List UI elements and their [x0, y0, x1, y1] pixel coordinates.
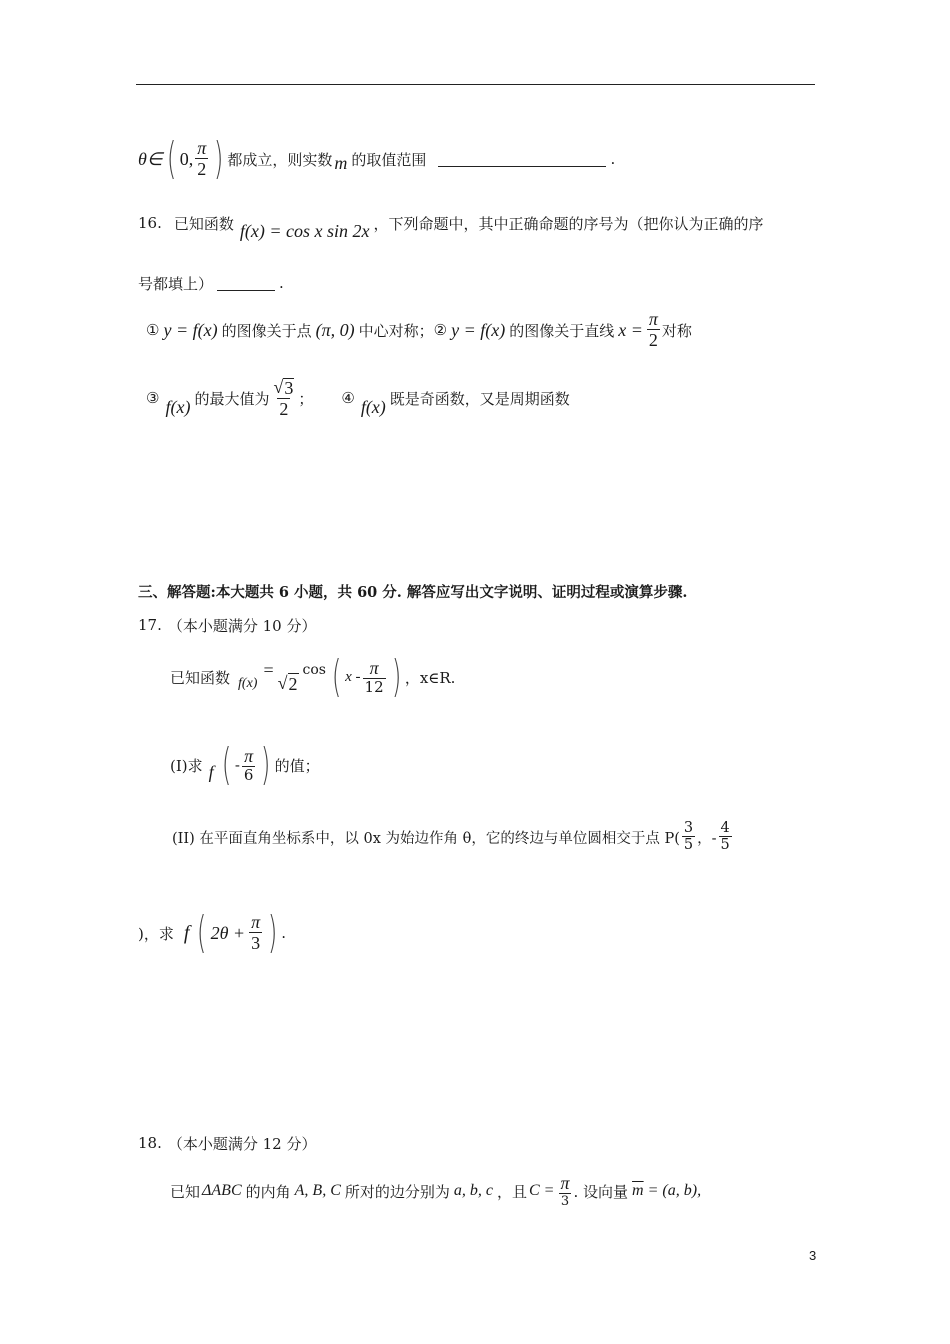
q18-text2: 的内角: [245, 1182, 291, 1201]
q17-number: 17.: [138, 616, 162, 634]
q17-part1-label: (I)求: [170, 756, 203, 775]
frac-num: π: [560, 1172, 570, 1193]
frac-num: 4: [720, 819, 730, 836]
q18-statement: [170, 1168, 701, 1214]
right-paren: ): [391, 651, 401, 702]
q15-end: .: [610, 150, 616, 168]
pi-over-2: [195, 139, 208, 179]
frac-den: 2: [648, 330, 658, 350]
q18-text3: 所对的边分别为: [344, 1182, 450, 1201]
opt2-expr: y = f(x): [451, 319, 506, 340]
frac-den: 2: [197, 159, 207, 179]
q17-part1-f: f: [208, 761, 214, 782]
frac-den: 3: [251, 933, 261, 953]
frac-num: π: [648, 309, 658, 330]
q16-text3: 号都填上）: [138, 274, 214, 293]
q17-part2-cont: [138, 906, 286, 960]
radicand: 3: [284, 377, 294, 398]
frac-num: π: [251, 912, 261, 933]
sqrt-3: √ 3: [273, 376, 294, 398]
opt1-text2: 中心对称；: [358, 321, 434, 340]
q16-number: 16.: [138, 214, 162, 232]
frac-den: 3: [560, 1193, 570, 1209]
q16-line1: [138, 206, 764, 240]
opt2-mark: ②: [433, 321, 448, 339]
q17-pi-over-3: [249, 913, 262, 953]
opt4-text: 既是奇函数，又是周期函数: [389, 389, 570, 408]
q17-part1-end: 的值；: [274, 756, 320, 775]
left-paren: (: [331, 651, 342, 702]
q17-function-def: [170, 650, 455, 704]
opt3-text: 的最大值为: [194, 389, 270, 408]
opt4-mark: ④: [341, 389, 355, 407]
frac-den: 6: [243, 765, 254, 784]
frac-den: 5: [720, 837, 730, 853]
theta-in: θ∈: [138, 148, 163, 169]
opt1-text: 的图像关于点: [221, 321, 312, 340]
opt1-point: (π, 0): [315, 319, 355, 340]
q18-vector-eq: = (a, b),: [647, 1182, 702, 1199]
q17-domain: ，x∈R.: [404, 668, 456, 687]
answer-blank[interactable]: [438, 152, 606, 167]
q15-text2: 的取值范围: [351, 150, 427, 169]
q15-tail: [138, 132, 615, 186]
q18-vector-m: $\overline{m}$: [632, 1182, 644, 1199]
q18-text1: 已知: [170, 1182, 201, 1201]
q16-text2: ，下列命题中，其中正确命题的序号为（把你认为正确的序: [373, 214, 764, 233]
q18-sides: a, b, c: [453, 1182, 493, 1199]
q17-x-minus: x -: [345, 668, 361, 685]
q17-fx: f(x): [238, 676, 258, 691]
opt3-mark: ③: [146, 389, 160, 407]
radicand: 2: [288, 674, 298, 694]
q17-part1: [170, 740, 320, 790]
q17-pi-over-6: [242, 747, 256, 784]
q17-part2-f: f: [183, 921, 190, 944]
opt3-expr: f(x): [165, 396, 191, 417]
section-heading-text: 三、解答题:本大题共 6 小题，共 60 分. 解答应写出文字说明、证明过程或演算步骤.: [138, 583, 688, 601]
left-paren: (: [166, 133, 176, 184]
opt1-mark: ①: [146, 321, 160, 339]
q17-part2-end: .: [281, 924, 287, 942]
q18-header: [138, 1132, 316, 1154]
right-paren: ): [261, 739, 271, 790]
frac-num: π: [369, 657, 379, 678]
q18-text4: ，且: [496, 1182, 527, 1201]
q18-triangle: ΔABC: [202, 1182, 242, 1199]
opt2-x: x =: [618, 319, 643, 340]
q18-pi-over-3: [558, 1174, 571, 1209]
q18-score: （本小题满分 12 分）: [167, 1134, 317, 1153]
right-paren: ): [214, 133, 224, 184]
q15-text1: 都成立，则实数: [227, 150, 333, 169]
q16-line2: [138, 272, 284, 294]
q16-end: .: [279, 274, 284, 292]
frac-num: π: [244, 745, 254, 766]
frac-num: 3: [683, 819, 694, 836]
opt3-fraction: [271, 378, 296, 419]
q18-number: 18.: [138, 1134, 162, 1152]
interval-open: 0,: [179, 148, 194, 169]
var-m: m: [334, 152, 348, 173]
q16-text1: 已知函数: [173, 214, 234, 233]
q16-options-row2: [146, 372, 570, 424]
q18-text5: . 设向量: [573, 1182, 629, 1201]
q17-header: [138, 614, 316, 636]
frac-num: π: [197, 138, 207, 159]
q17-cos: cos: [302, 662, 326, 678]
frac-den: 2: [279, 398, 289, 419]
q17-part2: [172, 812, 734, 862]
q17-score: （本小题满分 10 分）: [167, 616, 317, 635]
q17-part2-inner: 2θ +: [210, 922, 246, 943]
q17-pi-over-12: [363, 659, 386, 696]
q17-part1-minus: -: [234, 756, 240, 774]
header-rule: [136, 84, 815, 85]
opt4-expr: f(x): [360, 396, 386, 417]
q17-given: 已知函数: [170, 668, 231, 687]
q16-options-row1: [146, 308, 692, 352]
opt2-text: 的图像关于直线: [509, 321, 615, 340]
point-x-fraction: [682, 821, 695, 853]
left-paren: (: [221, 739, 231, 790]
q17-part2-cont-text: )，求: [138, 924, 174, 943]
point-comma: ，-: [697, 830, 717, 847]
point-y-fraction: [719, 821, 732, 853]
opt2-text2: 对称: [661, 321, 692, 340]
opt3-semicolon: ；: [298, 389, 314, 408]
q17-eq: =: [263, 659, 274, 680]
section-heading: [138, 580, 687, 602]
frac-den: 12: [364, 677, 384, 696]
page-number: 3: [809, 1248, 817, 1263]
q18-angles: A, B, C: [294, 1182, 341, 1199]
q16-answer-blank[interactable]: [217, 276, 275, 291]
q17-part2-text: (II) 在平面直角坐标系中，以 0x 为始边作角 θ，它的终边与单位圆相交于点 P(: [172, 830, 680, 847]
q16-function: f(x) = cos x sin 2x: [239, 220, 370, 241]
opt1-expr: y = f(x): [163, 319, 218, 340]
q17-sqrt2: √ 2: [277, 673, 298, 694]
opt2-fraction: [647, 310, 660, 350]
left-paren: (: [197, 907, 207, 958]
right-paren: ): [267, 907, 278, 958]
frac-den: 5: [683, 837, 694, 853]
q18-c-eq: C =: [529, 1182, 555, 1199]
